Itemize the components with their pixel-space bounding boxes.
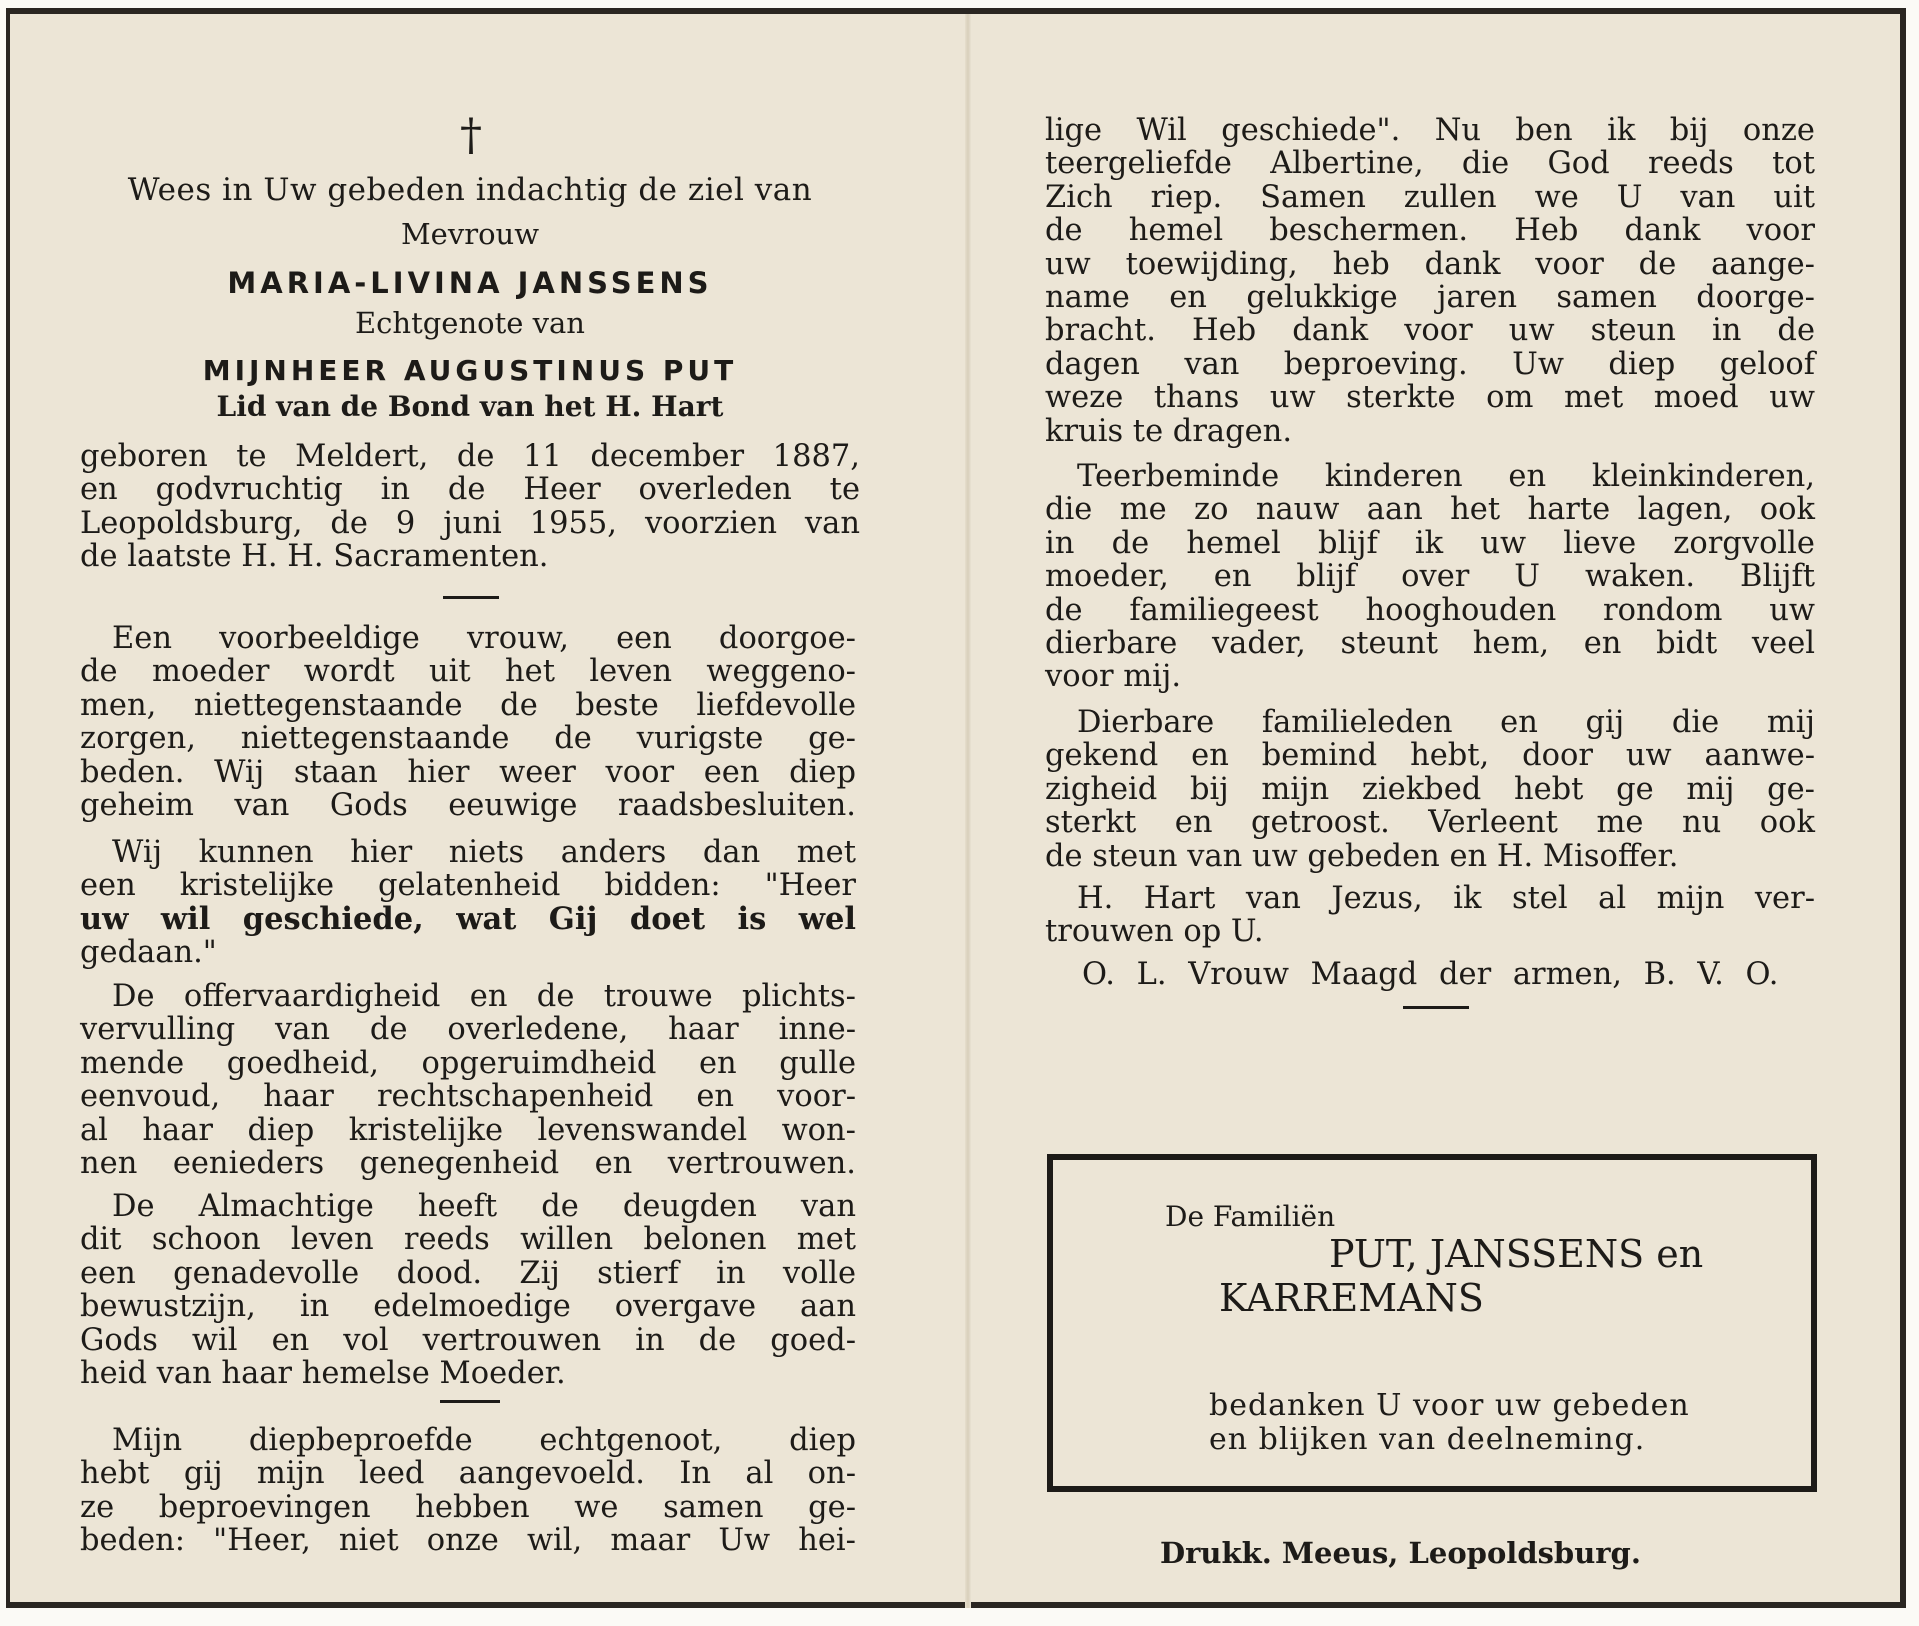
text-line: heid van haar hemelse Moeder.	[80, 1356, 566, 1392]
birth-death-info	[80, 440, 860, 574]
text-line: weze thans uw sterkte om met moed uw	[1045, 380, 1815, 416]
text-line: bracht. Heb dank voor uw steun in de	[1045, 313, 1815, 349]
text-line: moeder, en blijf over U waken. Blijft	[1045, 559, 1815, 595]
text-line: die me zo nauw aan het harte lagen, ook	[1045, 492, 1815, 528]
paragraph	[80, 836, 856, 970]
left-page	[80, 14, 860, 1608]
card-fold	[965, 14, 971, 1608]
spouse-of: Echtgenote van	[355, 306, 585, 340]
divider	[440, 1400, 500, 1403]
family-thanks-box	[1047, 1154, 1817, 1492]
text-line: Mijn diepbeproefde echtgenoot, diep	[112, 1423, 856, 1458]
text-line: name en gelukkige jaren samen doorge-	[1045, 280, 1815, 316]
text-line: dierbare vader, steunt hem, en bidt veel	[1045, 626, 1815, 662]
text-line: de moeder wordt uit het leven weggeno-	[80, 654, 856, 690]
divider	[1403, 1006, 1469, 1009]
deceased-name: MARIA-LIVINA JANSSENS	[227, 266, 713, 300]
divider	[443, 596, 499, 599]
text-line: mende goedheid, opgeruimdheid en gulle	[80, 1045, 856, 1081]
text-line: kruis te dragen.	[1045, 413, 1293, 449]
intro-line: Wees in Uw gebeden indachtig de ziel van	[127, 172, 813, 208]
birth-line: de laatste H. H. Sacramenten.	[80, 539, 549, 575]
text-line: eenvoud, haar rechtschapenheid en voor-	[80, 1079, 856, 1115]
text-line: nen eenieders genegenheid en vertrouwen.	[80, 1146, 856, 1182]
birth-line: en godvruchtig in de Heer overleden te	[80, 472, 860, 508]
text-line: ze beproevingen hebben we samen ge-	[80, 1489, 856, 1525]
text-line: zigheid bij mijn ziekbed hebt ge mij ge-	[1045, 771, 1815, 807]
text-line: De Almachtige heeft de deugden van	[112, 1189, 856, 1224]
text-line: H. Hart van Jezus, ik stel al mijn ver-	[1077, 881, 1815, 916]
paragraph	[80, 1424, 856, 1558]
text-line: de hemel beschermen. Heb dank voor	[1045, 213, 1815, 249]
membership: Lid van de Bond van het H. Hart	[216, 390, 724, 423]
thanks-line1: bedanken U voor uw gebeden	[1209, 1388, 1690, 1423]
husband-name: MIJNHEER AUGUSTINUS PUT	[202, 354, 738, 387]
text-line: Dierbare familieleden en gij die mij	[1077, 705, 1815, 740]
text-line: teergeliefde Albertine, die God reeds tot	[1045, 146, 1815, 182]
text-line: een genadevolle dood. Zij stierf in volle	[80, 1255, 856, 1291]
text-line: uw toewijding, heb dank voor de aange-	[1045, 246, 1815, 282]
printer-imprint: Drukk. Meeus, Leopoldsburg.	[1160, 1536, 1641, 1570]
text-line: Gods wil en vol vertrouwen in de goed-	[80, 1322, 856, 1358]
text-line: men, niettegenstaande de beste liefdevolle	[80, 687, 856, 723]
text-line: beden: "Heer, niet onze wil, maar Uw hei-	[80, 1523, 856, 1559]
text-line: uw wil geschiede, wat Gij doet is wel	[80, 900, 856, 937]
family-names-line1: PUT, JANSSENS en	[1329, 1232, 1704, 1276]
text-line: trouwen op U.	[1045, 914, 1264, 950]
text-line: sterkt en getroost. Verleent me nu ook	[1045, 805, 1815, 841]
paragraph	[1045, 706, 1815, 873]
text-line: vervulling van de overledene, haar inne-	[80, 1012, 856, 1048]
text-line: dit schoon leven reeds willen belonen met	[80, 1222, 856, 1258]
paragraph	[80, 980, 856, 1180]
invocation	[1082, 958, 1815, 991]
birth-line: Leopoldsburg, de 9 juni 1955, voorzien van	[80, 505, 860, 541]
text-line: Zich riep. Samen zullen we U van uit	[1045, 179, 1815, 215]
text-line: De offervaardigheid en de trouwe plichts-	[112, 979, 856, 1014]
text-line: in de hemel blijf ik uw lieve zorgvolle	[1045, 525, 1815, 561]
text-line: beden. Wij staan hier weer voor een diep	[80, 754, 856, 790]
text-line: Wij kunnen hier niets anders dan met	[112, 835, 856, 870]
paragraph	[80, 622, 856, 822]
cross-icon: †	[460, 110, 482, 161]
text-line: gekend en bemind hebt, door uw aanwe-	[1045, 738, 1815, 774]
text-line: Een voorbeeldige vrouw, een doorgoe-	[112, 621, 856, 656]
invocation-line: O. L. Vrouw Maagd der armen, B. V. O.	[1082, 957, 1779, 992]
text-line: al haar diep kristelijke levenswandel won-	[80, 1112, 856, 1148]
text-line: gedaan."	[80, 935, 217, 971]
text-line: lige Wil geschiede". Nu ben ik bij onze	[1045, 113, 1815, 148]
salutation: Mevrouw	[400, 217, 540, 251]
family-names-line2: KARREMANS	[1219, 1276, 1484, 1320]
paragraph	[80, 1190, 856, 1390]
memorial-card	[6, 8, 1906, 1608]
text-line: dagen van beproeving. Uw diep geloof	[1045, 346, 1815, 382]
paragraph	[1045, 882, 1815, 949]
thanks-line2: en blijken van deelneming.	[1209, 1422, 1646, 1457]
text-line: de familiegeest hooghouden rondom uw	[1045, 592, 1815, 628]
families-label: De Familiën	[1165, 1200, 1336, 1233]
text-line: voor mij.	[1045, 659, 1182, 695]
text-line: de steun van uw gebeden en H. Misoffer.	[1045, 838, 1679, 874]
birth-line: geboren te Meldert, de 11 december 1887,	[80, 439, 860, 474]
text-line: hebt gij mijn leed aangevoeld. In al on-	[80, 1456, 856, 1492]
text-line: een kristelijke gelatenheid bidden: "Heer	[80, 868, 856, 904]
text-line: zorgen, niettegenstaande de vurigste ge-	[80, 721, 856, 757]
paragraph	[1045, 114, 1815, 448]
text-line: Teerbeminde kinderen en kleinkinderen,	[1077, 459, 1815, 494]
text-line: bewustzijn, in edelmoedige overgave aan	[80, 1289, 856, 1325]
text-line: geheim van Gods eeuwige raadsbesluiten.	[80, 788, 856, 824]
paragraph	[1045, 460, 1815, 694]
